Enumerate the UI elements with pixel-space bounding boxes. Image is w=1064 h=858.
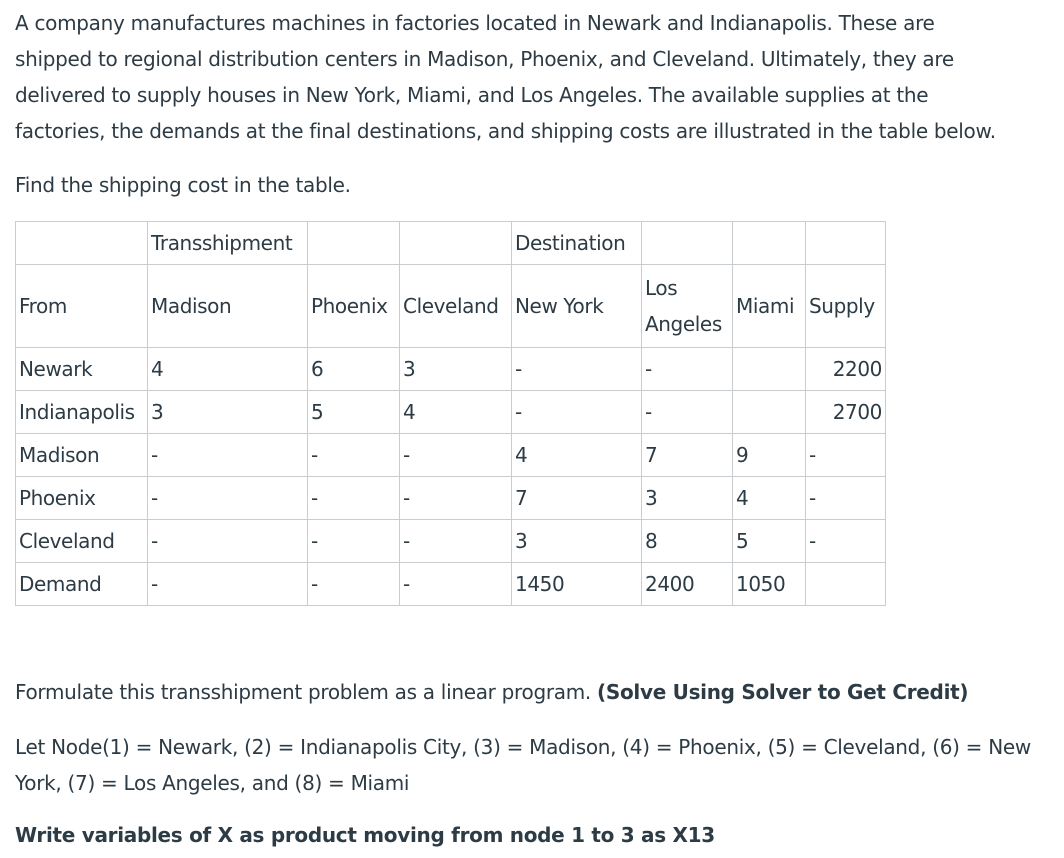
cell-los-angeles: 7	[642, 434, 733, 477]
table-cell	[16, 222, 148, 265]
col-header-new-york: New York	[512, 265, 642, 348]
row-from: Newark	[16, 348, 148, 391]
cell-los-angeles: -	[642, 391, 733, 434]
row-from: Madison	[16, 434, 148, 477]
cell-madison: -	[148, 563, 308, 606]
cell-new-york: 3	[512, 520, 642, 563]
table-cell	[642, 222, 733, 265]
col-header-los-angeles	[642, 265, 733, 348]
formulate-instruction	[15, 674, 968, 710]
cell-cleveland: 4	[400, 391, 512, 434]
col-header-supply: Supply	[806, 265, 886, 348]
formulate-solver-note: (Solve Using Solver to Get Credit)	[597, 680, 969, 704]
row-from: Cleveland	[16, 520, 148, 563]
cell-los-angeles: -	[642, 348, 733, 391]
cell-miami: 9	[733, 434, 806, 477]
col-header-from: From	[16, 265, 148, 348]
formulate-lead: Formulate this transshipment problem as a linear program.	[15, 680, 598, 704]
table-row	[16, 520, 886, 563]
problem-intro	[15, 5, 996, 149]
cell-phoenix: -	[308, 520, 400, 563]
cell-miami: 5	[733, 520, 806, 563]
node-line: York, (7) = Los Angeles, and (8) = Miami	[15, 771, 410, 795]
cell-los-angeles: 8	[642, 520, 733, 563]
intro-line: A company manufactures machines in factories located in Newark and Indianapolis. These are	[15, 11, 935, 35]
cell-madison: -	[148, 434, 308, 477]
cell-cleveland: -	[400, 434, 512, 477]
cell-madison: 3	[148, 391, 308, 434]
cell-new-york: -	[512, 391, 642, 434]
cell-madison: -	[148, 477, 308, 520]
cell-miami	[733, 391, 806, 434]
row-from: Indianapolis	[16, 391, 148, 434]
intro-line: factories, the demands at the final destinations, and shipping costs are illustrated in the table below.	[15, 119, 996, 143]
row-from: Phoenix	[16, 477, 148, 520]
table-row	[16, 348, 886, 391]
cell-miami: 4	[733, 477, 806, 520]
cell-los-angeles: 2400	[642, 563, 733, 606]
cell-miami: 1050	[733, 563, 806, 606]
col-header-los-angeles-line2: Angeles	[645, 312, 722, 336]
cell-supply: -	[806, 520, 886, 563]
node-line: Let Node(1) = Newark, (2) = Indianapolis City, (3) = Madison, (4) = Phoenix, (5) = Cleveland, (6) = New	[15, 735, 1031, 759]
intro-line: delivered to supply houses in New York, Miami, and Los Angeles. The available supplies at the	[15, 83, 929, 107]
col-header-los-angeles-line1: Los	[645, 276, 678, 300]
table-column-header-row	[16, 265, 886, 348]
table-row	[16, 477, 886, 520]
table-row	[16, 391, 886, 434]
cell-cleveland: 3	[400, 348, 512, 391]
shipping-cost-table	[15, 221, 886, 606]
table-cell	[308, 222, 400, 265]
transshipment-header: Transshipment	[148, 222, 308, 265]
cell-cleveland: -	[400, 563, 512, 606]
cell-phoenix: -	[308, 563, 400, 606]
table-group-header-row	[16, 222, 886, 265]
cell-phoenix: 5	[308, 391, 400, 434]
cell-supply	[806, 563, 886, 606]
cell-phoenix: 6	[308, 348, 400, 391]
cell-supply: 2200	[806, 348, 886, 391]
cell-phoenix: -	[308, 477, 400, 520]
cell-new-york: 4	[512, 434, 642, 477]
col-header-miami: Miami	[733, 265, 806, 348]
cell-phoenix: -	[308, 434, 400, 477]
table-cell	[806, 222, 886, 265]
destination-header: Destination	[512, 222, 642, 265]
find-instruction: Find the shipping cost in the table.	[15, 173, 351, 197]
cell-new-york: 7	[512, 477, 642, 520]
node-definitions	[15, 729, 1031, 801]
cell-los-angeles: 3	[642, 477, 733, 520]
cell-supply: -	[806, 477, 886, 520]
table-row	[16, 434, 886, 477]
col-header-phoenix: Phoenix	[308, 265, 400, 348]
cell-supply: 2700	[806, 391, 886, 434]
col-header-cleveland: Cleveland	[400, 265, 512, 348]
cell-new-york: -	[512, 348, 642, 391]
cell-miami	[733, 348, 806, 391]
table-row	[16, 563, 886, 606]
intro-line: shipped to regional distribution centers in Madison, Phoenix, and Cleveland. Ultimately, they are	[15, 47, 954, 71]
cell-supply: -	[806, 434, 886, 477]
cell-cleveland: -	[400, 520, 512, 563]
cell-cleveland: -	[400, 477, 512, 520]
row-from: Demand	[16, 563, 148, 606]
cell-madison: 4	[148, 348, 308, 391]
cell-madison: -	[148, 520, 308, 563]
col-header-madison: Madison	[148, 265, 308, 348]
cell-new-york: 1450	[512, 563, 642, 606]
variable-instruction: Write variables of X as product moving from node 1 to 3 as X13	[15, 823, 715, 847]
table-cell	[733, 222, 806, 265]
table-cell	[400, 222, 512, 265]
